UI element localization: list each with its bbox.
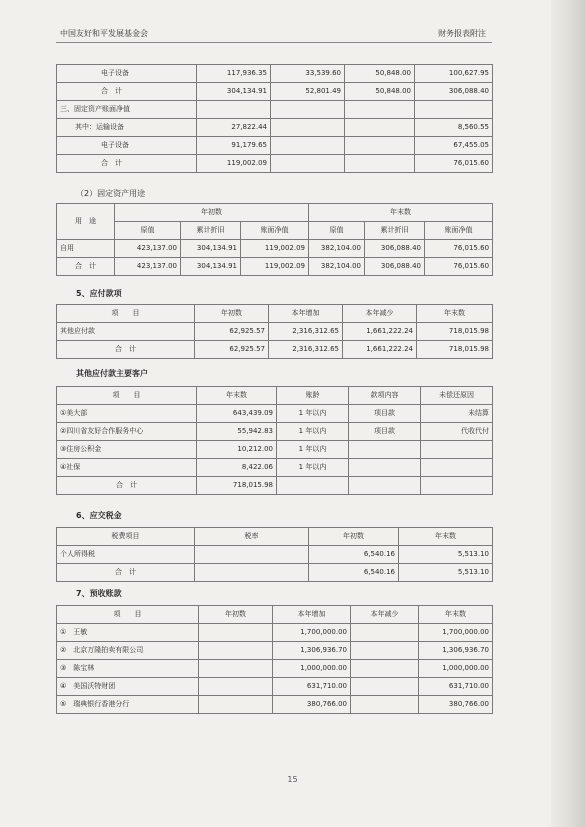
row-label: ①美大部 <box>57 405 197 423</box>
table-header-row <box>57 387 493 405</box>
col-header: 年末数 <box>399 528 493 546</box>
cell: 50,848.00 <box>345 83 415 101</box>
col-header-purpose: 用 途 <box>57 204 115 240</box>
table-header-row <box>57 528 493 546</box>
row-label: ③住房公积金 <box>57 441 197 459</box>
cell: 33,539.60 <box>271 65 345 83</box>
cell: 423,137.00 <box>115 258 181 276</box>
fixed-asset-use-table <box>56 203 493 276</box>
cell <box>271 155 345 173</box>
table-row <box>57 155 493 173</box>
taxes-table <box>56 527 493 582</box>
cell <box>345 119 415 137</box>
table-row <box>57 546 493 564</box>
col-header: 原值 <box>309 222 365 240</box>
cell: 62,925.57 <box>195 323 269 341</box>
col-header: 本年增加 <box>273 606 351 624</box>
table-row <box>57 137 493 155</box>
cell: 718,015.98 <box>417 341 493 359</box>
group-header-begin: 年初数 <box>115 204 309 222</box>
row-label: 合 计 <box>57 341 195 359</box>
table-subheader-row <box>57 222 493 240</box>
scan-edge-shadow <box>551 0 585 827</box>
cell: 380,766.00 <box>273 696 351 714</box>
cell: 382,104.00 <box>309 240 365 258</box>
col-header: 账面净值 <box>241 222 309 240</box>
col-header: 本年增加 <box>269 305 343 323</box>
row-label: 三、固定资产账面净值 <box>57 101 197 119</box>
section-title-fixed-asset-use: （2）固定资产用途 <box>76 189 146 198</box>
cell <box>199 696 273 714</box>
cell <box>199 678 273 696</box>
cell <box>351 624 419 642</box>
cell: 1,000,000.00 <box>273 660 351 678</box>
cell <box>349 441 421 459</box>
cell: 未结算 <box>421 405 493 423</box>
cell: 1,700,000.00 <box>273 624 351 642</box>
cell: 项目款 <box>349 423 421 441</box>
cell: 1,661,222.24 <box>343 341 417 359</box>
table-row <box>57 258 493 276</box>
section-title-advances: 7、预收账款 <box>76 589 122 598</box>
col-header: 税率 <box>195 528 309 546</box>
cell: 304,134.91 <box>181 240 241 258</box>
cell <box>351 678 419 696</box>
cell <box>195 546 309 564</box>
cell: 306,088.40 <box>365 258 425 276</box>
row-label: 电子设备 <box>57 65 197 83</box>
row-label: 个人所得税 <box>57 546 195 564</box>
cell: 52,801.49 <box>271 83 345 101</box>
cell: 382,104.00 <box>309 258 365 276</box>
cell <box>349 459 421 477</box>
row-label: 合 计 <box>57 83 197 101</box>
cell <box>277 477 349 495</box>
page-number: 15 <box>287 775 298 784</box>
row-label: 其他应付款 <box>57 323 195 341</box>
cell: 631,710.00 <box>273 678 351 696</box>
table-row <box>57 101 493 119</box>
cell: 8,560.55 <box>415 119 493 137</box>
organization-name: 中国友好和平发展基金会 <box>60 29 148 38</box>
cell: 项目款 <box>349 405 421 423</box>
row-label: 合 计 <box>57 155 197 173</box>
table-row <box>57 341 493 359</box>
col-header: 账龄 <box>277 387 349 405</box>
col-header: 原值 <box>115 222 181 240</box>
cell: 6,540.16 <box>309 564 399 582</box>
col-header: 年末数 <box>419 606 493 624</box>
table-header-row <box>57 606 493 624</box>
cell: 55,942.83 <box>197 423 277 441</box>
group-header-end: 年末数 <box>309 204 493 222</box>
cell: 76,015.60 <box>415 155 493 173</box>
cell: 1,306,936.70 <box>419 642 493 660</box>
cell: 50,848.00 <box>345 65 415 83</box>
table-row <box>57 660 493 678</box>
cell <box>349 477 421 495</box>
cell: 5,513.10 <box>399 564 493 582</box>
cell: 718,015.98 <box>197 477 277 495</box>
table-row <box>57 65 493 83</box>
cell: 423,137.00 <box>115 240 181 258</box>
table-row <box>57 678 493 696</box>
row-label: 自用 <box>57 240 115 258</box>
row-label: ⑤ 瑞典银行香港分行 <box>57 696 199 714</box>
cell <box>351 642 419 660</box>
cell: 306,088.40 <box>415 83 493 101</box>
col-header: 年初数 <box>309 528 399 546</box>
col-header: 税费项目 <box>57 528 195 546</box>
cell: 1,306,936.70 <box>273 642 351 660</box>
row-label: ②四川省友好合作服务中心 <box>57 423 197 441</box>
cell: 304,134.91 <box>181 258 241 276</box>
advances-table <box>56 605 493 714</box>
row-label: 合 计 <box>57 477 197 495</box>
col-header: 累计折旧 <box>181 222 241 240</box>
cell: 76,015.60 <box>425 240 493 258</box>
cell <box>351 660 419 678</box>
table-row <box>57 83 493 101</box>
row-label: ② 北京万隆拍卖有限公司 <box>57 642 199 660</box>
cell: 119,002.09 <box>241 258 309 276</box>
cell: 100,627.95 <box>415 65 493 83</box>
cell: 306,088.40 <box>365 240 425 258</box>
row-label: 电子设备 <box>57 137 197 155</box>
col-header: 年初数 <box>199 606 273 624</box>
cell: 119,002.09 <box>197 155 271 173</box>
cell <box>271 119 345 137</box>
cell <box>421 477 493 495</box>
cell: 718,015.98 <box>417 323 493 341</box>
row-label: ③ 陈宝林 <box>57 660 199 678</box>
table-row <box>57 477 493 495</box>
table-row <box>57 642 493 660</box>
cell: 631,710.00 <box>419 678 493 696</box>
cell: 76,015.60 <box>425 258 493 276</box>
col-header: 未偿还原因 <box>421 387 493 405</box>
row-label: ④ 美国沃特财团 <box>57 678 199 696</box>
cell <box>195 564 309 582</box>
table-row <box>57 240 493 258</box>
cell: 27,822.44 <box>197 119 271 137</box>
cell: 380,766.00 <box>419 696 493 714</box>
col-header: 本年减少 <box>351 606 419 624</box>
col-header: 款项内容 <box>349 387 421 405</box>
fixed-asset-table <box>56 64 493 173</box>
col-header: 年初数 <box>195 305 269 323</box>
row-label: 合 计 <box>57 564 195 582</box>
document-type: 财务报表附注 <box>438 29 486 38</box>
col-header: 项 目 <box>57 305 195 323</box>
cell: 91,179.65 <box>197 137 271 155</box>
section-title-payables: 5、应付款项 <box>76 289 122 298</box>
cell: 8,422.06 <box>197 459 277 477</box>
col-header: 年末数 <box>197 387 277 405</box>
payables-table <box>56 304 493 359</box>
cell: 10,212.00 <box>197 441 277 459</box>
cell: 1 年以内 <box>277 423 349 441</box>
table-row <box>57 119 493 137</box>
cell <box>271 137 345 155</box>
cell: 1 年以内 <box>277 441 349 459</box>
page-header <box>56 24 492 43</box>
col-header: 本年减少 <box>343 305 417 323</box>
table-row <box>57 323 493 341</box>
cell <box>421 441 493 459</box>
table-row <box>57 624 493 642</box>
cell <box>345 101 415 119</box>
row-label: ① 王敏 <box>57 624 199 642</box>
cell: 2,316,312.65 <box>269 341 343 359</box>
cell: 1,000,000.00 <box>419 660 493 678</box>
cell <box>351 696 419 714</box>
cell <box>199 642 273 660</box>
cell <box>415 101 493 119</box>
table-row <box>57 696 493 714</box>
col-header: 累计折旧 <box>365 222 425 240</box>
table-row <box>57 564 493 582</box>
col-header: 年末数 <box>417 305 493 323</box>
row-label: 其中：运输设备 <box>57 119 197 137</box>
cell: 62,925.57 <box>195 341 269 359</box>
cell: 117,936.35 <box>197 65 271 83</box>
col-header: 账面净值 <box>425 222 493 240</box>
cell: 119,002.09 <box>241 240 309 258</box>
cell: 67,455.05 <box>415 137 493 155</box>
cell: 5,513.10 <box>399 546 493 564</box>
cell <box>271 101 345 119</box>
table-row <box>57 405 493 423</box>
cell: 1,661,222.24 <box>343 323 417 341</box>
col-header: 项 目 <box>57 606 199 624</box>
cell <box>345 137 415 155</box>
section-title-taxes: 6、应交税金 <box>76 511 122 520</box>
customers-table <box>56 386 493 495</box>
cell: 2,316,312.65 <box>269 323 343 341</box>
cell: 1 年以内 <box>277 405 349 423</box>
cell: 304,134.91 <box>197 83 271 101</box>
table-row <box>57 459 493 477</box>
cell <box>199 660 273 678</box>
cell <box>421 459 493 477</box>
row-label: 合 计 <box>57 258 115 276</box>
col-header: 项 目 <box>57 387 197 405</box>
table-row <box>57 423 493 441</box>
cell <box>199 624 273 642</box>
section-title-other-payables-customers: 其他应付款主要客户 <box>76 369 148 378</box>
cell: 643,439.09 <box>197 405 277 423</box>
table-header-row <box>57 204 493 222</box>
cell: 代收代付 <box>421 423 493 441</box>
cell <box>197 101 271 119</box>
cell <box>345 155 415 173</box>
table-header-row <box>57 305 493 323</box>
table-row <box>57 441 493 459</box>
cell: 6,540.16 <box>309 546 399 564</box>
cell: 1 年以内 <box>277 459 349 477</box>
row-label: ④社保 <box>57 459 197 477</box>
cell: 1,700,000.00 <box>419 624 493 642</box>
